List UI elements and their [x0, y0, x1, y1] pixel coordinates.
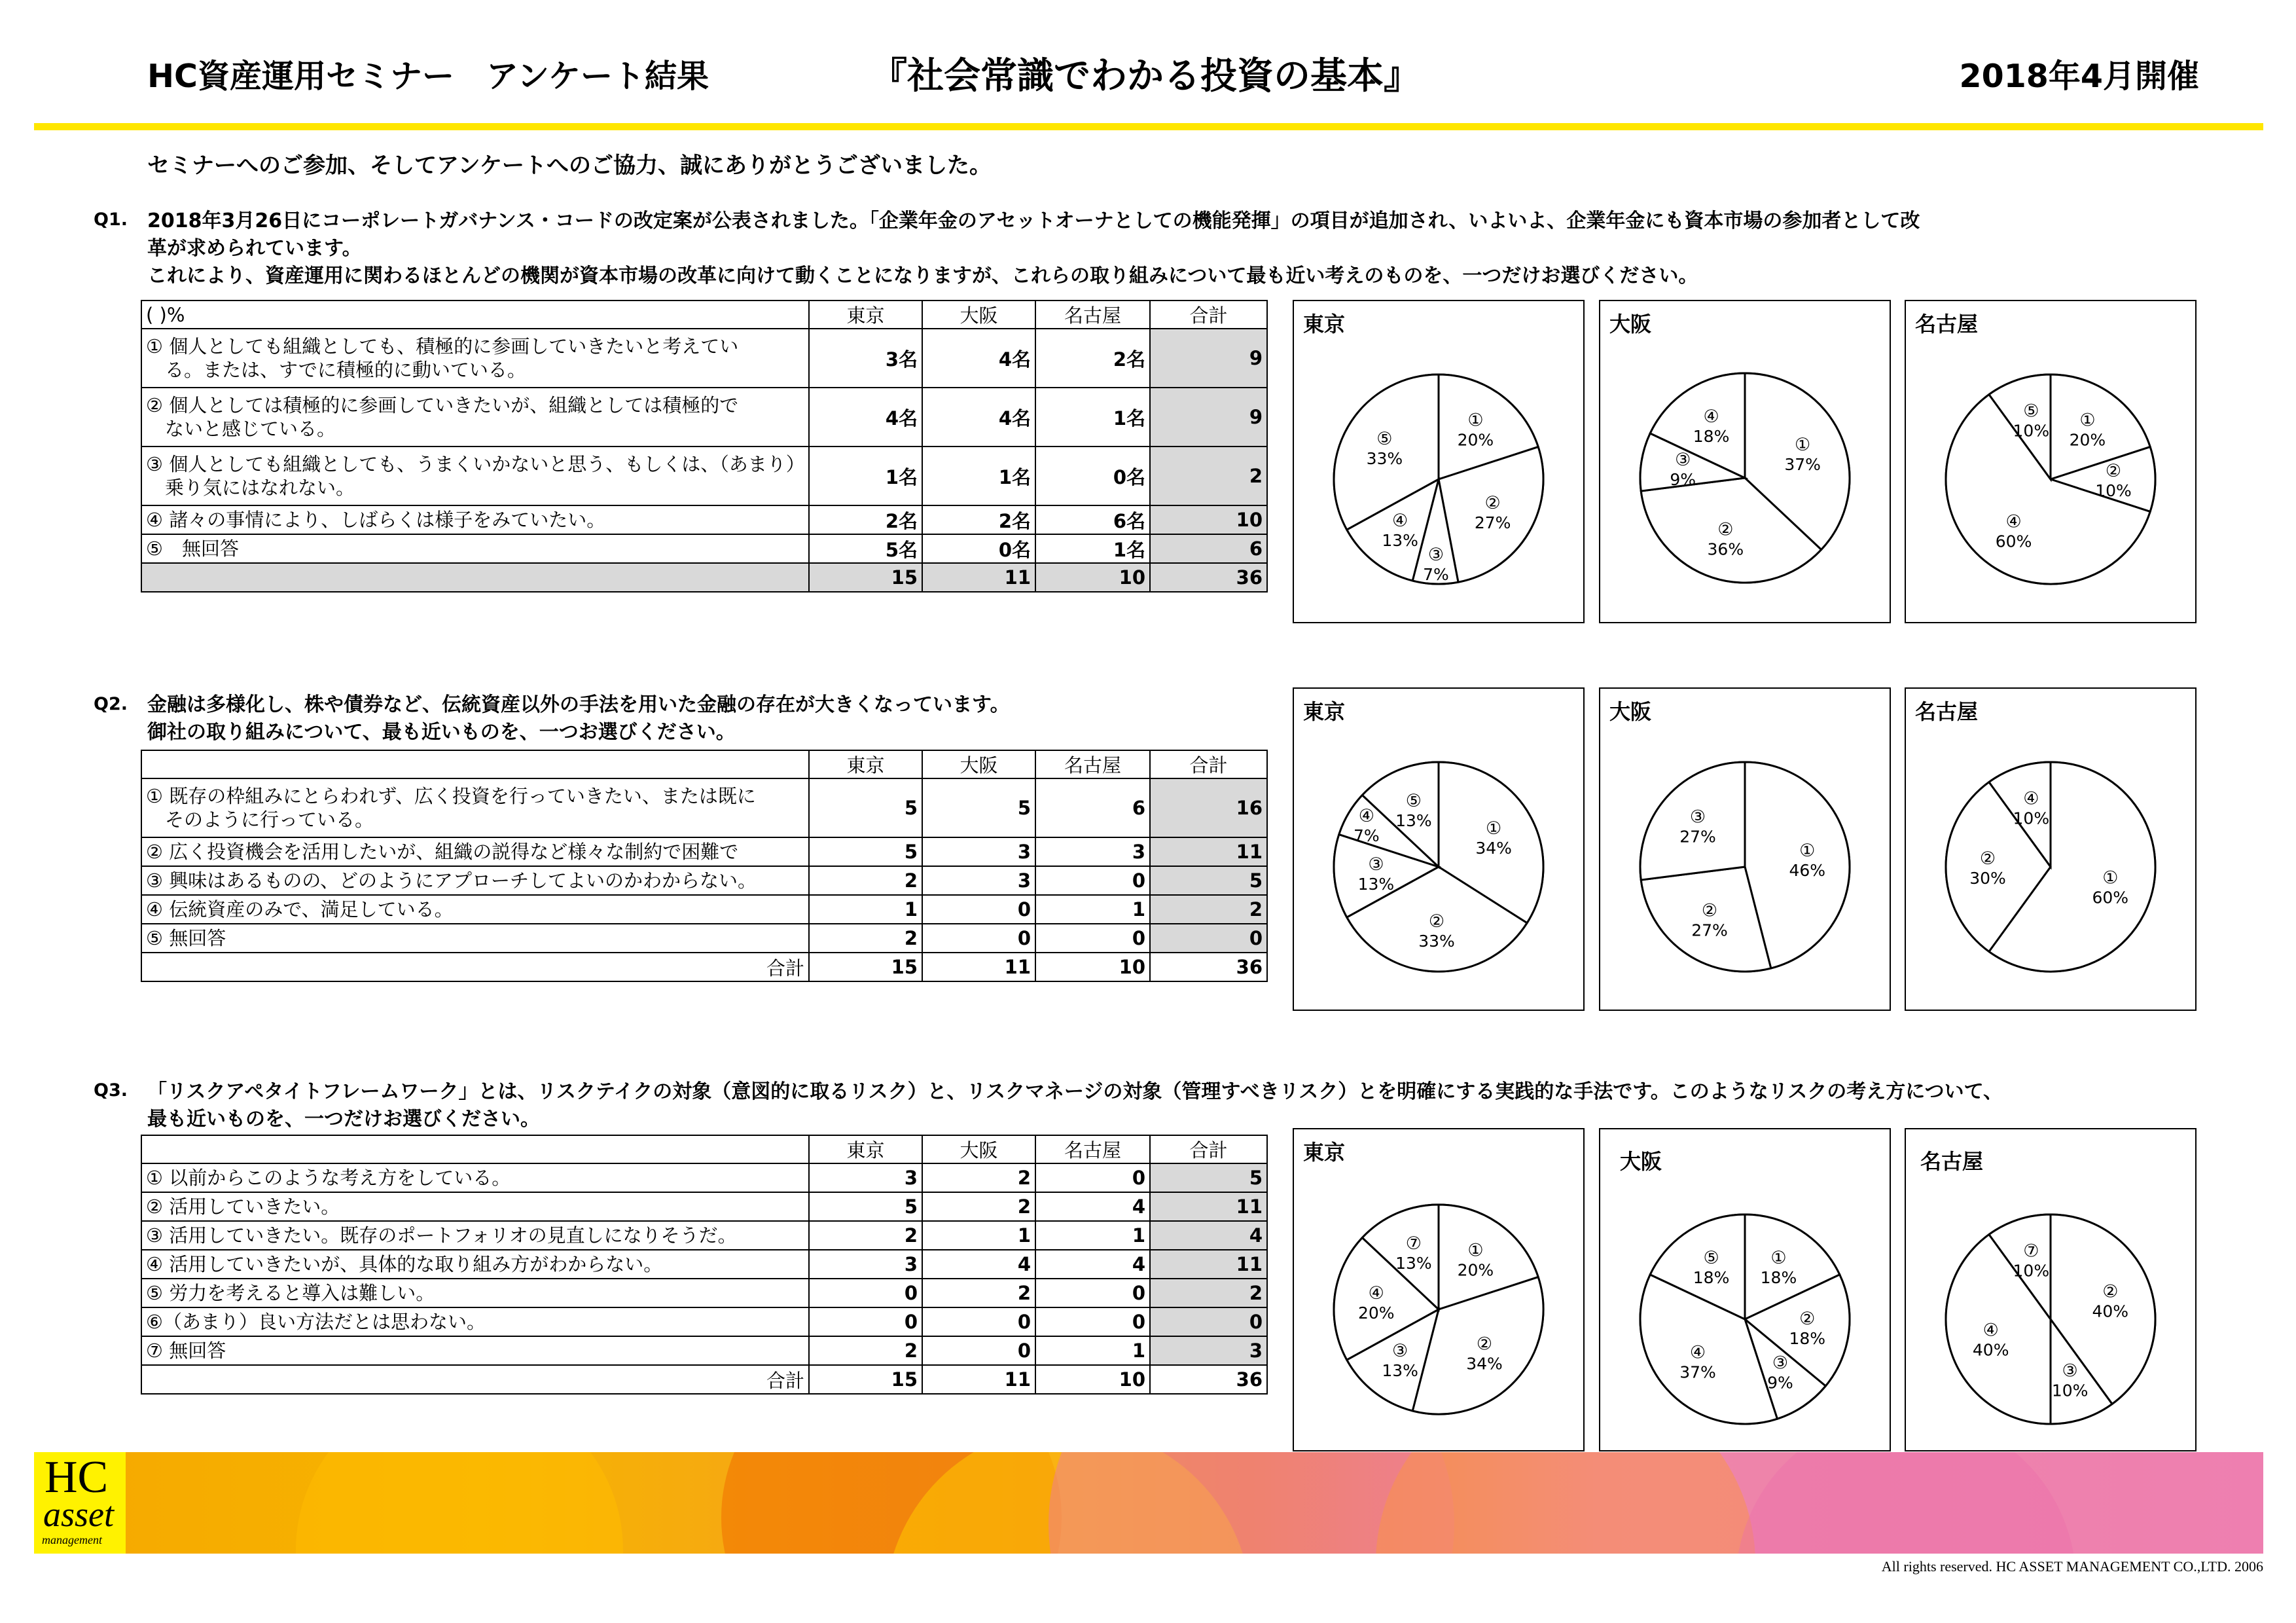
cell-total: 2 [1150, 1279, 1267, 1307]
pie-panel-q3-tokyo [1293, 1128, 1585, 1451]
pie-slice-value: 18% [1760, 1267, 1797, 1287]
table-row [141, 1279, 1267, 1307]
cell-osaka: 0名 [922, 534, 1035, 563]
q2-number: Q2. [94, 694, 128, 714]
pie-slice-label: ① [1794, 434, 1811, 455]
row-label: ⑤ 労力を考えると導入は難しい。 [141, 1279, 809, 1307]
total-label: 合計 [141, 953, 809, 981]
cell-tokyo: 2 [809, 866, 922, 895]
pie-slice-label: ⑤ [1405, 790, 1422, 811]
cell-nagoya: 3 [1035, 837, 1150, 866]
table-corner [141, 1135, 809, 1163]
pie-slice-value: 9% [1670, 469, 1696, 489]
col-header-total: 合計 [1150, 301, 1267, 329]
q2-question-line: 金融は多様化し、株や債券など、伝統資産以外の手法を用いた金融の存在が大きくなっています。 [147, 693, 1010, 716]
table-row [141, 1163, 1267, 1192]
total-nagoya: 10 [1035, 1365, 1150, 1394]
row-label: ③ 興味はあるものの、どのようにアプローチしてよいのかわからない。 [141, 866, 809, 895]
q1-question-line: 2018年3月26日にコーポレートガバナンス・コードの改定案が公表されました。「企業年金のアセットオーナとしての機能発揮」の項目が追加され、いよいよ、企業年金にも資本市場の参加者として改 [147, 210, 1920, 232]
cell-osaka: 4 [922, 1250, 1035, 1279]
pie-slice-label: ③ [1772, 1353, 1789, 1374]
pie-title: 大阪 [1609, 699, 1652, 724]
table-header-row [141, 301, 1267, 329]
q1-table [141, 300, 1268, 593]
pie-slice-value: 13% [1395, 811, 1432, 830]
pie-slice-value: 13% [1382, 1360, 1418, 1380]
pie-slice-value: 37% [1784, 454, 1821, 474]
pie-slice-value: 40% [1972, 1340, 2009, 1360]
cell-total: 0 [1150, 1307, 1267, 1336]
pie-slice-label: ⑤ [2023, 401, 2039, 422]
table-row [141, 1336, 1267, 1365]
cell-osaka: 4名 [922, 388, 1035, 447]
cell-nagoya: 1名 [1035, 388, 1150, 447]
cell-nagoya: 0名 [1035, 447, 1150, 505]
pie-slice-value: 9% [1767, 1373, 1793, 1393]
cell-nagoya: 1 [1035, 1221, 1150, 1250]
q3-question-line: 「リスクアペタイトフレームワーク」とは、リスクテイクの対象（意図的に取るリスク）と、リスクマネージの対象（管理すべきリスク）とを明確にする実践的な手法です。このようなリスクの考え方について、 [147, 1080, 2003, 1103]
pie-slice-label: ① [1467, 410, 1484, 431]
cell-osaka: 2 [922, 1279, 1035, 1307]
pie-slice-label: ④ [1703, 406, 1719, 427]
pie-slice-value: 30% [1969, 869, 2006, 888]
pie-title: 東京 [1303, 1140, 1346, 1165]
row-label: ② 広く投資機会を活用したいが、組織の説得など様々な制約で困難で [141, 837, 809, 866]
q2-question [147, 691, 1010, 746]
pie-slice-value: 13% [1357, 875, 1395, 894]
pie-chart [1294, 1129, 1583, 1450]
cell-total: 16 [1150, 778, 1267, 837]
pie-slice-value: 10% [2013, 421, 2050, 441]
logo-management: management [42, 1533, 102, 1546]
pie-slice-label: ⑤ [1703, 1247, 1719, 1268]
cell-nagoya: 6名 [1035, 505, 1150, 534]
total-total: 36 [1150, 563, 1267, 592]
cell-total: 9 [1150, 388, 1267, 447]
pie-slice-value: 10% [2095, 481, 2132, 500]
cell-nagoya: 0 [1035, 1279, 1150, 1307]
cell-nagoya: 0 [1035, 1307, 1150, 1336]
cell-total: 4 [1150, 1221, 1267, 1250]
cell-total: 11 [1150, 1192, 1267, 1221]
pie-title: 名古屋 [1915, 312, 1979, 337]
row-label: ① 以前からこのような考え方をしている。 [141, 1163, 809, 1192]
pie-slice-value: 18% [1789, 1329, 1826, 1349]
cell-osaka: 0 [922, 1307, 1035, 1336]
cell-tokyo: 3 [809, 1163, 922, 1192]
pie-slice-value: 34% [1475, 838, 1512, 858]
cell-tokyo: 1名 [809, 447, 922, 505]
q3-question-line: 最も近いものを、一つだけお選びください。 [147, 1108, 540, 1131]
row-label: ④ 活用していきたいが、具体的な取り組み方がわからない。 [141, 1250, 809, 1279]
cell-tokyo: 5 [809, 778, 922, 837]
pie-slice-value: 27% [1691, 921, 1728, 940]
pie-panel-q2-osaka [1599, 687, 1891, 1011]
pie-panel-q3-osaka [1599, 1128, 1891, 1451]
pie-slice-label: ② [2102, 1281, 2119, 1302]
pie-slice-label: ④ [1358, 805, 1374, 826]
cell-total: 5 [1150, 1163, 1267, 1192]
cell-osaka: 3 [922, 866, 1035, 895]
table-header-row [141, 750, 1267, 778]
row-label: ③ 個人としても組織としても、うまくいかないと思う、もしくは、（あまり） 乗り気にはなれない。 [141, 447, 809, 505]
pie-slice-label: ② [2105, 461, 2122, 481]
q3-number: Q3. [94, 1080, 128, 1101]
cell-osaka: 0 [922, 924, 1035, 953]
pie-chart [1294, 301, 1583, 622]
q3-question [147, 1078, 2003, 1133]
row-label: ④ 伝統資産のみで、満足している。 [141, 895, 809, 924]
cell-tokyo: 5 [809, 837, 922, 866]
pie-slice-label: ④ [2023, 788, 2039, 809]
table-corner: ( )% [141, 301, 809, 329]
col-header-nagoya: 名古屋 [1035, 750, 1150, 778]
row-label: ③ 活用していきたい。既存のポートフォリオの見直しになりそうだ。 [141, 1221, 809, 1250]
pie-slice-label: ② [1979, 848, 1996, 869]
pie-slice-label: ③ [1675, 449, 1691, 470]
table-row [141, 1221, 1267, 1250]
pie-slice-value: 13% [1382, 530, 1418, 550]
pie-slice-value: 7% [1353, 826, 1380, 845]
cell-tokyo: 2 [809, 924, 922, 953]
pie-chart [1906, 689, 2195, 1010]
pie-panel-q1-tokyo [1293, 300, 1585, 623]
cell-total: 6 [1150, 534, 1267, 563]
table-total-row [141, 953, 1267, 981]
pie-slice-label: ④ [1368, 1283, 1384, 1304]
banner-circle [1736, 1452, 2076, 1554]
pie-slice-label: ② [1701, 900, 1718, 921]
pie-slice-label: ④ [2005, 511, 2022, 532]
pie-slice-label: ④ [1392, 510, 1408, 531]
col-header-total: 合計 [1150, 750, 1267, 778]
col-header-osaka: 大阪 [922, 1135, 1035, 1163]
col-header-tokyo: 東京 [809, 1135, 922, 1163]
total-total: 36 [1150, 953, 1267, 981]
pie-slice-value: 7% [1423, 564, 1449, 584]
col-header-tokyo: 東京 [809, 750, 922, 778]
header-accent-line [34, 123, 2263, 130]
pie-title: 東京 [1303, 699, 1346, 724]
pie-slice-label: ④ [1689, 1342, 1706, 1363]
cell-tokyo: 5名 [809, 534, 922, 563]
table-row [141, 447, 1267, 505]
company-logo [34, 1452, 126, 1554]
pie-panel-q3-nagoya [1905, 1128, 2197, 1451]
cell-tokyo: 3名 [809, 329, 922, 388]
q3-table [141, 1135, 1268, 1395]
total-tokyo: 15 [809, 563, 922, 592]
pie-panel-q2-tokyo [1293, 687, 1585, 1011]
cell-tokyo: 0 [809, 1279, 922, 1307]
table-row [141, 1250, 1267, 1279]
table-total-row [141, 1365, 1267, 1394]
total-osaka: 11 [922, 1365, 1035, 1394]
header-left-title: HC資産運用セミナー アンケート結果 [147, 58, 709, 95]
row-label: ② 個人としては積極的に参画していきたいが、組織としては積極的で ないと感じている。 [141, 388, 809, 447]
total-tokyo: 15 [809, 1365, 922, 1394]
pie-title: 大阪 [1620, 1149, 1662, 1174]
cell-osaka: 2 [922, 1163, 1035, 1192]
cell-osaka: 0 [922, 1336, 1035, 1365]
pie-slice-label: ⑤ [1376, 429, 1393, 450]
pie-slice-value: 20% [1457, 430, 1494, 450]
pie-slice-value: 36% [1707, 539, 1744, 559]
row-label: ⑦ 無回答 [141, 1336, 809, 1365]
cell-total: 5 [1150, 866, 1267, 895]
pie-slice-label: ④ [1982, 1320, 1999, 1341]
pie-chart [1600, 1129, 1890, 1450]
table-row [141, 1307, 1267, 1336]
q2-question-line: 御社の取り組みについて、最も近いものを、一つお選びください。 [147, 721, 736, 744]
pie-slice-value: 10% [2013, 809, 2050, 828]
cell-nagoya: 1名 [1035, 534, 1150, 563]
footer-banner [34, 1452, 2263, 1554]
total-osaka: 11 [922, 953, 1035, 981]
cell-tokyo: 2 [809, 1336, 922, 1365]
cell-total: 10 [1150, 505, 1267, 534]
pie-title: 東京 [1303, 312, 1346, 337]
cell-nagoya: 1 [1035, 895, 1150, 924]
pie-slice-label: ① [1770, 1247, 1787, 1268]
total-tokyo: 15 [809, 953, 922, 981]
pie-slice-value: 18% [1693, 1267, 1730, 1287]
table-header-row [141, 1135, 1267, 1163]
pie-chart [1294, 689, 1583, 1010]
pie-slice-value: 60% [2092, 888, 2129, 907]
intro-text: セミナーへのご参加、そしてアンケートへのご協力、誠にありがとうございました。 [147, 153, 992, 179]
cell-tokyo: 0 [809, 1307, 922, 1336]
table-row [141, 866, 1267, 895]
pie-slice-value: 40% [2092, 1302, 2129, 1321]
pie-slice-label: ⑦ [1405, 1233, 1422, 1254]
banner-circle [296, 1452, 623, 1554]
cell-osaka: 1名 [922, 447, 1035, 505]
row-label: ⑥（あまり）良い方法だとは思わない。 [141, 1307, 809, 1336]
pie-slice-label: ② [1799, 1309, 1816, 1330]
logo-hc: HC [45, 1452, 109, 1503]
pie-slice-label: ② [1428, 911, 1445, 932]
pie-slice-label: ① [2079, 410, 2096, 431]
cell-tokyo: 2名 [809, 505, 922, 534]
total-label [141, 563, 809, 592]
table-total-row [141, 563, 1267, 592]
row-label: ⑤ 無回答 [141, 534, 809, 563]
banner-circle [1376, 1452, 1755, 1554]
logo-asset: asset [43, 1495, 114, 1534]
col-header-nagoya: 名古屋 [1035, 1135, 1150, 1163]
cell-osaka: 0 [922, 895, 1035, 924]
pie-slice-value: 37% [1679, 1362, 1716, 1382]
cell-total: 3 [1150, 1336, 1267, 1365]
pie-chart [1600, 301, 1890, 622]
cell-nagoya: 4 [1035, 1250, 1150, 1279]
pie-slice-value: 60% [1995, 532, 2032, 551]
cell-osaka: 1 [922, 1221, 1035, 1250]
cell-nagoya: 4 [1035, 1192, 1150, 1221]
q1-question-line: 革が求められています。 [147, 237, 362, 260]
pie-slice-value: 27% [1474, 513, 1511, 532]
total-label: 合計 [141, 1365, 809, 1394]
pie-slice-value: 20% [1457, 1260, 1494, 1280]
pie-title: 名古屋 [1920, 1149, 1984, 1174]
cell-total: 2 [1150, 895, 1267, 924]
col-header-nagoya: 名古屋 [1035, 301, 1150, 329]
cell-tokyo: 5 [809, 1192, 922, 1221]
cell-nagoya: 1 [1035, 1336, 1150, 1365]
total-nagoya: 10 [1035, 563, 1150, 592]
cell-nagoya: 0 [1035, 1163, 1150, 1192]
pie-slice-label: ③ [1368, 854, 1384, 875]
q2-table [141, 750, 1268, 982]
cell-osaka: 3 [922, 837, 1035, 866]
pie-slice-label: ① [1467, 1240, 1484, 1261]
cell-total: 9 [1150, 329, 1267, 388]
pie-title: 名古屋 [1915, 699, 1979, 724]
footer-copyright: All rights reserved. HC ASSET MANAGEMENT CO.,LTD. 2006 [1881, 1558, 2263, 1575]
pie-panel-q2-nagoya [1905, 687, 2197, 1011]
pie-slice-value: 20% [2069, 430, 2106, 450]
total-nagoya: 10 [1035, 953, 1150, 981]
table-row [141, 1192, 1267, 1221]
table-row [141, 837, 1267, 866]
pie-slice-label: ⑦ [2023, 1241, 2039, 1262]
cell-tokyo: 1 [809, 895, 922, 924]
pie-slice-label: ② [1484, 492, 1501, 513]
cell-total: 2 [1150, 447, 1267, 505]
row-label: ⑤ 無回答 [141, 924, 809, 953]
pie-slice-value: 10% [2051, 1381, 2089, 1400]
table-row [141, 778, 1267, 837]
table-corner [141, 750, 809, 778]
row-label: ① 既存の枠組みにとらわれず、広く投資を行っていきたい、または既に そのように行っている。 [141, 778, 809, 837]
table-row [141, 895, 1267, 924]
cell-osaka: 2名 [922, 505, 1035, 534]
pie-slice-label: ① [1486, 818, 1502, 839]
table-row [141, 924, 1267, 953]
pie-slice-label: ③ [1392, 1340, 1408, 1361]
cell-tokyo: 4名 [809, 388, 922, 447]
q1-question [147, 208, 1920, 290]
pie-chart [1906, 1129, 2195, 1450]
pie-slice-label: ① [2102, 867, 2119, 888]
row-label: ① 個人としても組織としても、積極的に参画していきたいと考えてい る。または、すでに積極的に動いている。 [141, 329, 809, 388]
pie-slice-label: ② [1717, 519, 1734, 540]
col-header-osaka: 大阪 [922, 750, 1035, 778]
pie-slice-label: ③ [2062, 1360, 2078, 1381]
cell-total: 11 [1150, 837, 1267, 866]
q1-question-line: これにより、資産運用に関わるほとんどの機関が資本市場の改革に向けて動くことになりますが、これらの取り組みについて最も近い考えのものを、一つだけお選びください。 [147, 264, 1698, 287]
total-osaka: 11 [922, 563, 1035, 592]
row-label: ④ 諸々の事情により、しばらくは様子をみていたい。 [141, 505, 809, 534]
pie-slice-value: 27% [1679, 827, 1716, 847]
pie-title: 大阪 [1609, 312, 1652, 337]
pie-chart [1906, 301, 2195, 622]
pie-slice-value: 33% [1418, 931, 1455, 951]
table-row [141, 534, 1267, 563]
cell-osaka: 2 [922, 1192, 1035, 1221]
cell-total: 0 [1150, 924, 1267, 953]
pie-slice-label: ② [1476, 1334, 1493, 1355]
cell-nagoya: 6 [1035, 778, 1150, 837]
pie-panel-q1-osaka [1599, 300, 1891, 623]
cell-nagoya: 2名 [1035, 329, 1150, 388]
pie-slice-value: 46% [1789, 860, 1826, 880]
pie-slice-value: 34% [1466, 1354, 1503, 1374]
pie-slice-value: 13% [1395, 1253, 1432, 1273]
col-header-tokyo: 東京 [809, 301, 922, 329]
pie-chart [1600, 689, 1890, 1010]
table-row [141, 388, 1267, 447]
pie-slice-value: 18% [1693, 426, 1730, 446]
row-label: ② 活用していきたい。 [141, 1192, 809, 1221]
table-row [141, 329, 1267, 388]
cell-nagoya: 0 [1035, 866, 1150, 895]
pie-slice-value: 10% [2013, 1261, 2050, 1281]
q1-number: Q1. [94, 210, 128, 230]
header-center-title: 『社会常識でわかる投資の基本』 [870, 55, 1420, 98]
pie-slice-value: 33% [1366, 449, 1403, 469]
cell-tokyo: 3 [809, 1250, 922, 1279]
pie-slice-label: ③ [1689, 807, 1706, 828]
col-header-osaka: 大阪 [922, 301, 1035, 329]
header-date: 2018年4月開催 [1959, 58, 2199, 95]
cell-total: 11 [1150, 1250, 1267, 1279]
total-total: 36 [1150, 1365, 1267, 1394]
cell-osaka: 5 [922, 778, 1035, 837]
cell-tokyo: 2 [809, 1221, 922, 1250]
table-row [141, 505, 1267, 534]
pie-slice-label: ③ [1427, 544, 1444, 565]
pie-panel-q1-nagoya [1905, 300, 2197, 623]
cell-nagoya: 0 [1035, 924, 1150, 953]
pie-slice-value: 20% [1357, 1303, 1395, 1322]
pie-slice-label: ① [1799, 840, 1816, 861]
col-header-total: 合計 [1150, 1135, 1267, 1163]
cell-osaka: 4名 [922, 329, 1035, 388]
